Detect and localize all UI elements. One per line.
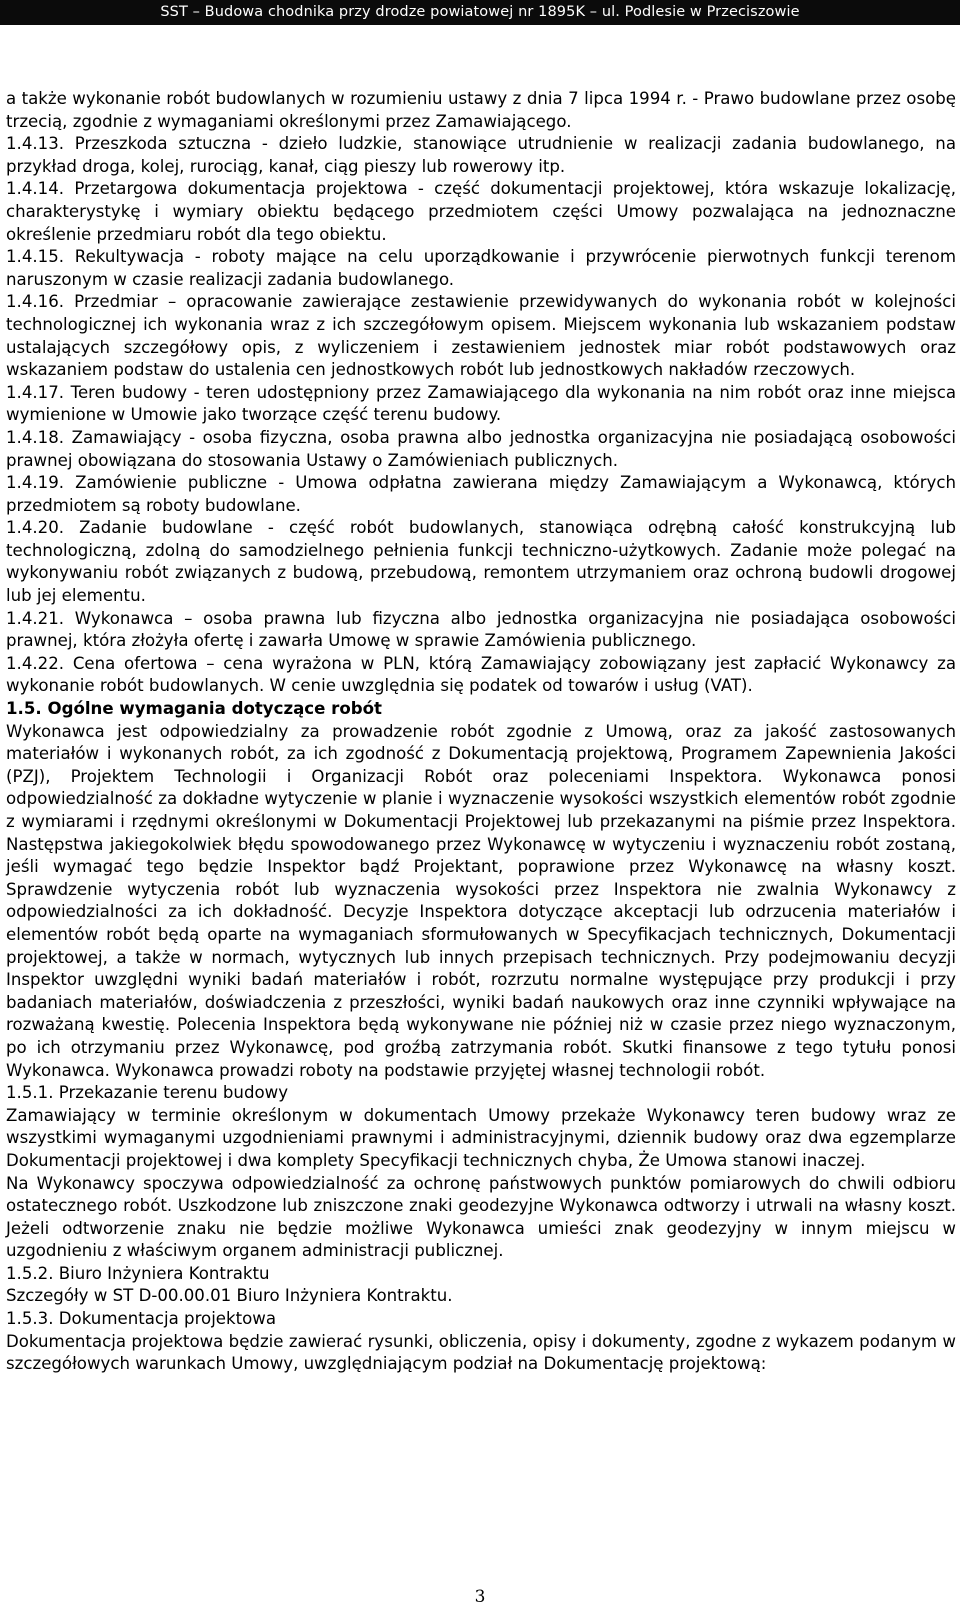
definition-1-4-19: 1.4.19. Zamówienie publiczne - Umowa odpłatna zawierana między Zamawiającym a Wykonawcą, których przedmiotem są roboty budowlane.: [6, 473, 956, 515]
page-number: 3: [474, 1587, 486, 1607]
definition-1-4-15: 1.4.15. Rekultywacja - roboty mające na celu uporządkowanie i przywrócenie pierwotnych funkcji terenom naruszonym w czasie realizacji zadania budowlanego.: [6, 247, 956, 289]
definition-1-4-17: 1.4.17. Teren budowy - teren udostępniony przez Zamawiającego dla wykonania na nim robót oraz inne miejsca wymienione w Umowie jako tworzące część terenu budowy.: [6, 382, 956, 425]
engineer-office-paragraph: Szczegóły w ST D-00.00.01 Biuro Inżyniera Kontraktu.: [6, 1286, 453, 1306]
document-header: [0, 0, 960, 25]
survey-points-paragraph: Na Wykonawcy spoczywa odpowiedzialność za ochronę państwowych punktów pomiarowych do chwili odbioru ostatecznego robót. Uszkodzone lub zniszczone znaki geodezyjne Wykonawca odtworzy i utrwali na własny koszt. Jeżeli odtworzenie znaku nie będzie możliwe Wykonawca umieści znak geodezyjny w innym miejscu w uzgodnieniu z właściwym organem administracji publicznej.: [6, 1173, 956, 1261]
document-header-title: SST – Budowa chodnika przy drodze powiatowej nr 1895K – ul. Podlesie w Przeciszowie: [160, 4, 800, 20]
definition-1-4-14: 1.4.14. Przetargowa dokumentacja projektowa - część dokumentacji projektowej, która wskazuje lokalizację, charakterystykę i wymiary obiektu będącego przedmiotem części Umowy pozwalająca na jednoznaczne określenie przedmiaru robót dla tego obiektu.: [6, 179, 956, 244]
definition-1-4-13: 1.4.13. Przeszkoda sztuczna - dzieło ludzkie, stanowiące utrudnienie w realizacji zadania budowlanego, na przykład droga, kolej, rurociąg, kanał, ciąg pieszy lub rowerowy itp.: [6, 134, 956, 176]
definition-1-4-20: 1.4.20. Zadanie budowlane - część robót budowlanych, stanowiąca odrębną całość konstrukcyjną lub technologiczną, zdolną do samodzielnego pełnienia funkcji techniczno-użytkowych. Zadanie może polegać na wykonywaniu robót związanych z budową, przebudową, remontem utrzymaniem oraz ochroną budowli drogowej lub jej elementu.: [6, 518, 956, 606]
design-documentation-paragraph: Dokumentacja projektowa będzie zawierać rysunki, obliczenia, opisy i dokumenty, zgodne z wykazem podanym w szczegółowych warunkach Umowy, uwzględniającym podział na Dokumentację projektową:: [6, 1331, 956, 1374]
section-title-1-5: 1.5. Ogólne wymagania dotyczące robót: [6, 699, 382, 719]
paragraph-continuation: a także wykonanie robót budowlanych w rozumieniu ustawy z dnia 7 lipca 1994 r. - Prawo budowlane przez osobę trzecią, zgodnie z wymaganiami określonymi przez Zamawiającego.: [6, 89, 956, 131]
definition-1-4-16: 1.4.16. Przedmiar – opracowanie zawierające zestawienie przewidywanych do wykonania robót w kolejności technologicznej ich wykonania wraz z ich szczegółowym opisem. Miejscem wykonania lub wskazaniem podstaw ustalających szczegółowy opis, z wyliczeniem i zestawieniem jednostek miar robót podstawowych oraz wskazaniem podstaw do ustalenia cen jednostkowych robót lub jednostkowych nakładów rzeczowych.: [6, 292, 956, 380]
document-body: [6, 88, 956, 1376]
subsection-title-1-5-3: 1.5.3. Dokumentacja projektowa: [6, 1309, 277, 1329]
definition-1-4-22: 1.4.22. Cena ofertowa – cena wyrażona w PLN, którą Zamawiający zobowiązany jest zapłacić Wykonawcy za wykonanie robót budowlanych. W cenie uwzględnia się podatek od towarów i usług (VAT).: [6, 653, 956, 696]
definition-1-4-18: 1.4.18. Zamawiający - osoba fizyczna, osoba prawna albo jednostka organizacyjna nie posiadającą osobowości prawnej obowiązana do stosowania Ustawy o Zamówieniach publicznych.: [6, 427, 956, 470]
subsection-title-1-5-2: 1.5.2. Biuro Inżyniera Kontraktu: [6, 1263, 270, 1283]
subsection-title-1-5-1: 1.5.1. Przekazanie terenu budowy: [6, 1083, 289, 1103]
general-requirements-paragraph: Wykonawca jest odpowiedzialny za prowadzenie robót zgodnie z Umową, oraz za jakość zastosowanych materiałów i wykonanych robót, za ich zgodność z Dokumentacją projektową, Programem Zapewnienia Jakości (PZJ), Projektem Technologii i Organizacji Robót oraz poleceniami Inspektora. Wykonawca ponosi odpowiedzialność za dokładne wytyczenie w planie i wyznaczenie wysokości wszystkich elementów robót zgodnie z wymiarami i rzędnymi określonymi w Dokumentacji Projektowej lub przekazanymi na piśmie przez Inspektora. Następstwa jakiegokolwiek błędu spowodowanego przez Wykonawcę w wytyczeniu i wyznaczeniu robót zostaną, jeśli wymagać tego będzie Inspektor bądź Projektant, poprawione przez Wykonawcę na własny koszt. Sprawdzenie wytyczenia robót lub wyznaczenia wysokości przez Inspektora nie zwalnia Wykonawcy z odpowiedzialności za ich dokładność. Decyzje Inspektora dotyczące akceptacji lub odrzucenia materiałów i elementów robót będą oparte na wymaganiach sformułowanych w Specyfikacjach technicznych, Dokumentacji projektowej, a także w normach, wytycznych lub innych przepisach technicznych. Przy podejmowaniu decyzji Inspektor uwzględni wyniki badań materiałów i robót, rozrzutu normalne występujące przy produkcji i przy badaniach materiałów, doświadczenia z przeszłości, wyniki badań naukowych oraz inne czynniki wpływające na rozważaną kwestię. Polecenia Inspektora będą wykonywane nie później niż w czasie przez niego wyznaczonym, po ich otrzymaniu przez Wykonawcę, pod groźbą zatrzymania robót. Skutki finansowe z tego tytułu ponosi Wykonawca. Wykonawca prowadzi roboty na podstawie przyjętej własnej technologii robót.: [6, 721, 956, 1080]
site-handover-paragraph: Zamawiający w terminie określonym w dokumentach Umowy przekaże Wykonawcy teren budowy wraz ze wszystkimi wymaganymi uzgodnieniami prawnymi i administracyjnymi, dziennik budowy oraz dwa egzemplarze Dokumentacji projektowej i dwa komplety Specyfikacji technicznych chyba, Że Umowa stanowi inaczej.: [6, 1105, 956, 1170]
definition-1-4-21: 1.4.21. Wykonawca – osoba prawna lub fizyczna albo jednostka organizacyjna nie posiadająca osobowości prawnej, która złożyła ofertę i zawarła Umowę w sprawie Zamówienia publicznego.: [6, 608, 956, 651]
